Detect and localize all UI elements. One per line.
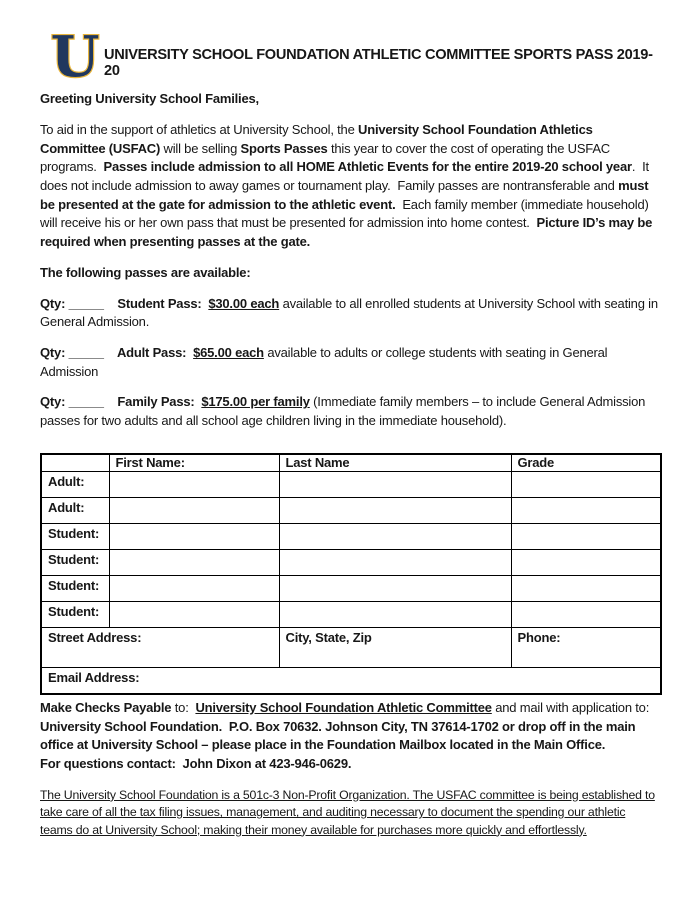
email-address-cell[interactable]: Email Address: bbox=[41, 668, 661, 694]
header-first-name: First Name: bbox=[109, 454, 279, 472]
grade-cell[interactable] bbox=[511, 550, 661, 576]
passes-available-heading: The following passes are available: bbox=[40, 264, 251, 280]
first-name-cell[interactable] bbox=[109, 576, 279, 602]
first-name-cell[interactable] bbox=[109, 550, 279, 576]
row-label: Student: bbox=[41, 550, 109, 576]
roster-header-row bbox=[41, 454, 661, 472]
qty-blank-field[interactable]: _____ bbox=[68, 295, 104, 311]
first-name-cell[interactable] bbox=[109, 524, 279, 550]
last-name-cell[interactable] bbox=[279, 472, 511, 498]
last-name-cell[interactable] bbox=[279, 498, 511, 524]
roster-row-student-1 bbox=[41, 524, 661, 550]
pass-description: Adult Pass: $65.00 each available to adults or college students with seating in General Admission bbox=[40, 345, 611, 379]
roster-row-adult-2 bbox=[41, 498, 661, 524]
grade-cell[interactable] bbox=[511, 498, 661, 524]
school-u-logo-icon bbox=[48, 30, 102, 82]
header-grade: Grade bbox=[511, 454, 661, 472]
row-label: Student: bbox=[41, 576, 109, 602]
qty-label: Qty: bbox=[40, 345, 69, 361]
phone-cell[interactable]: Phone: bbox=[511, 628, 661, 668]
document-header bbox=[40, 30, 660, 82]
header-blank-cell bbox=[41, 454, 109, 472]
nonprofit-footer-note: The University School Foundation is a 501c-3 Non-Profit Organization. The USFAC committee is being established to take care of all the tax filing issues, management, and auditing necessary to document the spending our athletic teams do at University School; making their money available for purchases more quickly and effortlessly. bbox=[40, 787, 655, 837]
qty-blank-field[interactable]: _____ bbox=[68, 345, 104, 361]
contact-line: For questions contact: John Dixon at 423-946-0629. bbox=[40, 756, 352, 772]
roster-row-student-3 bbox=[41, 576, 661, 602]
header-last-name: Last Name bbox=[279, 454, 511, 472]
last-name-cell[interactable] bbox=[279, 524, 511, 550]
roster-row-address bbox=[41, 628, 661, 668]
roster-row-student-2 bbox=[41, 550, 661, 576]
city-state-zip-cell[interactable]: City, State, Zip bbox=[279, 628, 511, 668]
pass-description: Family Pass: $175.00 per family (Immediate family members – to include General Admission passes for two adults and all school age children living in the immediate household). bbox=[40, 394, 649, 429]
row-label: Adult: bbox=[41, 498, 109, 524]
qty-label: Qty: bbox=[40, 295, 69, 311]
page-title: UNIVERSITY SCHOOL FOUNDATION ATHLETIC COMMITTEE SPORTS PASS 2019-20 bbox=[104, 47, 653, 79]
pass-option-adult bbox=[40, 344, 660, 381]
grade-cell[interactable] bbox=[511, 576, 661, 602]
logo-letter: U bbox=[50, 30, 100, 82]
greeting-line: Greeting University School Families, bbox=[40, 91, 259, 106]
first-name-cell[interactable] bbox=[109, 602, 279, 628]
first-name-cell[interactable] bbox=[109, 472, 279, 498]
row-label: Student: bbox=[41, 602, 109, 628]
roster-row-student-4 bbox=[41, 602, 661, 628]
row-label: Student: bbox=[41, 524, 109, 550]
grade-cell[interactable] bbox=[511, 472, 661, 498]
intro-paragraph: To aid in the support of athletics at University School, the University School Foundation Athletics Committee (USFAC) will be selling Sports Passes this year to cover the cost of operating the USFAC programs. Passes include admission to all HOME Athletic Events for the entire 2019-20 school year. It does not include admission to away games or tournament play. Family passes are nontransferable and must be presented at the gate for admission to the athletic event. Each family member (immediate household) will receive his or her own pass that must be presented for admission into home contest. Picture ID’s may be required when presenting passes at the gate. bbox=[40, 121, 656, 250]
grade-cell[interactable] bbox=[511, 602, 661, 628]
qty-blank-field[interactable]: _____ bbox=[68, 394, 104, 410]
row-label: Adult: bbox=[41, 472, 109, 498]
grade-cell[interactable] bbox=[511, 524, 661, 550]
pass-option-family bbox=[40, 393, 660, 430]
last-name-cell[interactable] bbox=[279, 550, 511, 576]
first-name-cell[interactable] bbox=[109, 498, 279, 524]
last-name-cell[interactable] bbox=[279, 602, 511, 628]
roster-table bbox=[40, 453, 662, 695]
last-name-cell[interactable] bbox=[279, 576, 511, 602]
street-address-cell[interactable]: Street Address: bbox=[41, 628, 279, 668]
pass-option-student bbox=[40, 295, 660, 332]
roster-row-email bbox=[41, 668, 661, 694]
payment-instructions: Make Checks Payable to: University School Foundation Athletic Committee and mail with application to: University School Foundation. P.O. Box 70632. Johnson City, TN 37614-1702 or drop off in the main office at University School – please place in the Foundation Mailbox located in the Main Office. bbox=[40, 699, 653, 753]
pass-description: Student Pass: $30.00 each available to all enrolled students at University School with seating in General Admission. bbox=[40, 295, 662, 330]
qty-label: Qty: bbox=[40, 394, 69, 410]
roster-row-adult-1 bbox=[41, 472, 661, 498]
